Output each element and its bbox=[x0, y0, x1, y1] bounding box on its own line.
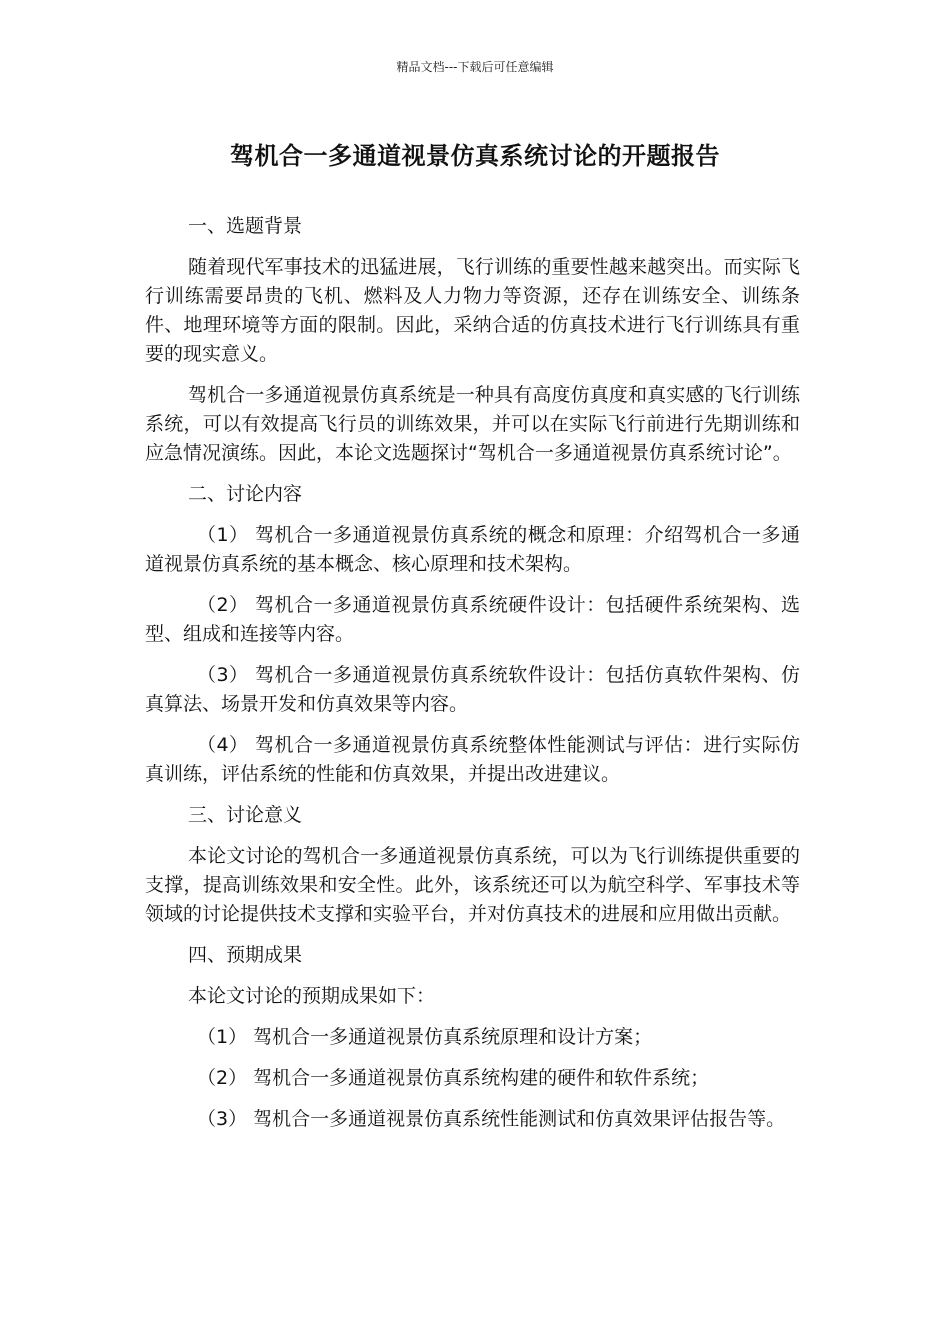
document-body bbox=[145, 212, 800, 1146]
paragraph: 本论文讨论的驾机合一多通道视景仿真系统，可以为飞行训练提供重要的支撑，提高训练效果和安全性。此外，该系统还可以为航空科学、军事技术等领域的讨论提供技术支撑和实验平台，并对仿真技术的进展和应用做出贡献。 bbox=[145, 845, 800, 925]
section-heading-background: 一、选题背景 bbox=[188, 215, 303, 237]
section-heading-content: 二、讨论内容 bbox=[188, 483, 303, 505]
section-heading-significance: 三、讨论意义 bbox=[188, 804, 303, 826]
list-item: （3） 驾机合一多通道视景仿真系统性能测试和仿真效果评估报告等。 bbox=[197, 1108, 786, 1130]
list-item: （2） 驾机合一多通道视景仿真系统构建的硬件和软件系统； bbox=[197, 1067, 710, 1089]
list-item: （4） 驾机合一多通道视景仿真系统整体性能测试与评估：进行实际仿真训练，评估系统的性能和仿真效果，并提出改进建议。 bbox=[145, 734, 800, 785]
paragraph: 本论文讨论的预期成果如下： bbox=[188, 985, 436, 1007]
section-heading-outcomes: 四、预期成果 bbox=[188, 944, 303, 966]
list-item: （2） 驾机合一多通道视景仿真系统硬件设计：包括硬件系统架构、选型、组成和连接等内容。 bbox=[145, 594, 800, 645]
page-header: 精品文档---下载后可任意编辑 bbox=[396, 60, 554, 74]
paragraph: 随着现代军事技术的迅猛进展，飞行训练的重要性越来越突出。而实际飞行训练需要昂贵的飞机、燃料及人力物力等资源，还存在训练安全、训练条件、地理环境等方面的限制。因此，采纳合适的仿真技术进行飞行训练具有重要的现实意义。 bbox=[145, 256, 800, 365]
list-item: （1） 驾机合一多通道视景仿真系统原理和设计方案； bbox=[197, 1026, 653, 1048]
list-item: （1） 驾机合一多通道视景仿真系统的概念和原理：介绍驾机合一多通道视景仿真系统的基本概念、核心原理和技术架构。 bbox=[145, 524, 800, 575]
document-title: 驾机合一多通道视景仿真系统讨论的开题报告 bbox=[230, 142, 720, 170]
paragraph: 驾机合一多通道视景仿真系统是一种具有高度仿真度和真实感的飞行训练系统，可以有效提高飞行员的训练效果，并可以在实际飞行前进行先期训练和应急情况演练。因此，本论文选题探讨“驾机合一多通道视景仿真系统讨论”。 bbox=[145, 384, 800, 464]
list-item: （3） 驾机合一多通道视景仿真系统软件设计：包括仿真软件架构、仿真算法、场景开发和仿真效果等内容。 bbox=[145, 664, 800, 715]
